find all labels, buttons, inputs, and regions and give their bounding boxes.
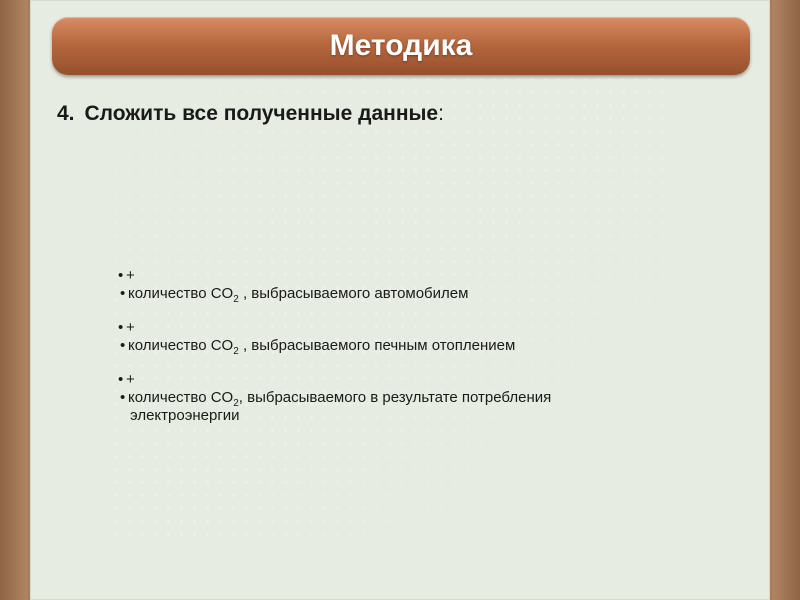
plus-line bbox=[118, 267, 738, 285]
plus-sign: + bbox=[126, 267, 135, 284]
plus-sign: + bbox=[126, 371, 135, 388]
item-subscript: 2 bbox=[233, 294, 239, 305]
item-line bbox=[118, 285, 738, 303]
plus-sign: + bbox=[126, 319, 135, 336]
step-colon: : bbox=[438, 102, 444, 125]
item-subscript: 2 bbox=[233, 346, 239, 357]
item-prefix: количество CO bbox=[128, 389, 234, 406]
list-item bbox=[118, 319, 738, 355]
step-number: 4. bbox=[57, 102, 75, 125]
item-subscript: 2 bbox=[233, 398, 239, 409]
bullet-icon: • bbox=[118, 371, 124, 388]
item-line bbox=[118, 389, 738, 407]
item-suffix: , выбрасываемого печным отоплением bbox=[238, 337, 516, 354]
slide bbox=[30, 0, 770, 600]
frame-left bbox=[0, 0, 28, 600]
item-suffix: , выбрасываемого автомобилем bbox=[238, 285, 469, 302]
list-item bbox=[118, 371, 738, 425]
list-item bbox=[118, 267, 738, 303]
step-text: Сложить все полученные данные bbox=[84, 102, 439, 125]
step-heading bbox=[57, 102, 444, 126]
item-line bbox=[118, 337, 738, 355]
items-list bbox=[118, 267, 738, 441]
item-continuation: электроэнергии bbox=[130, 407, 240, 424]
slide-title: Методика bbox=[329, 29, 473, 62]
item-prefix: количество CO bbox=[128, 337, 234, 354]
plus-line bbox=[118, 371, 738, 389]
plus-line bbox=[118, 319, 738, 337]
title-bar bbox=[52, 17, 750, 75]
bullet-icon: • bbox=[120, 285, 126, 302]
bullet-icon: • bbox=[120, 389, 126, 406]
bullet-icon: • bbox=[118, 319, 124, 336]
bullet-icon: • bbox=[120, 337, 126, 354]
frame-right bbox=[772, 0, 800, 600]
bullet-icon: • bbox=[118, 267, 124, 284]
item-prefix: количество CO bbox=[128, 285, 234, 302]
item-suffix: , выбрасываемого в результате потребления bbox=[238, 389, 552, 406]
